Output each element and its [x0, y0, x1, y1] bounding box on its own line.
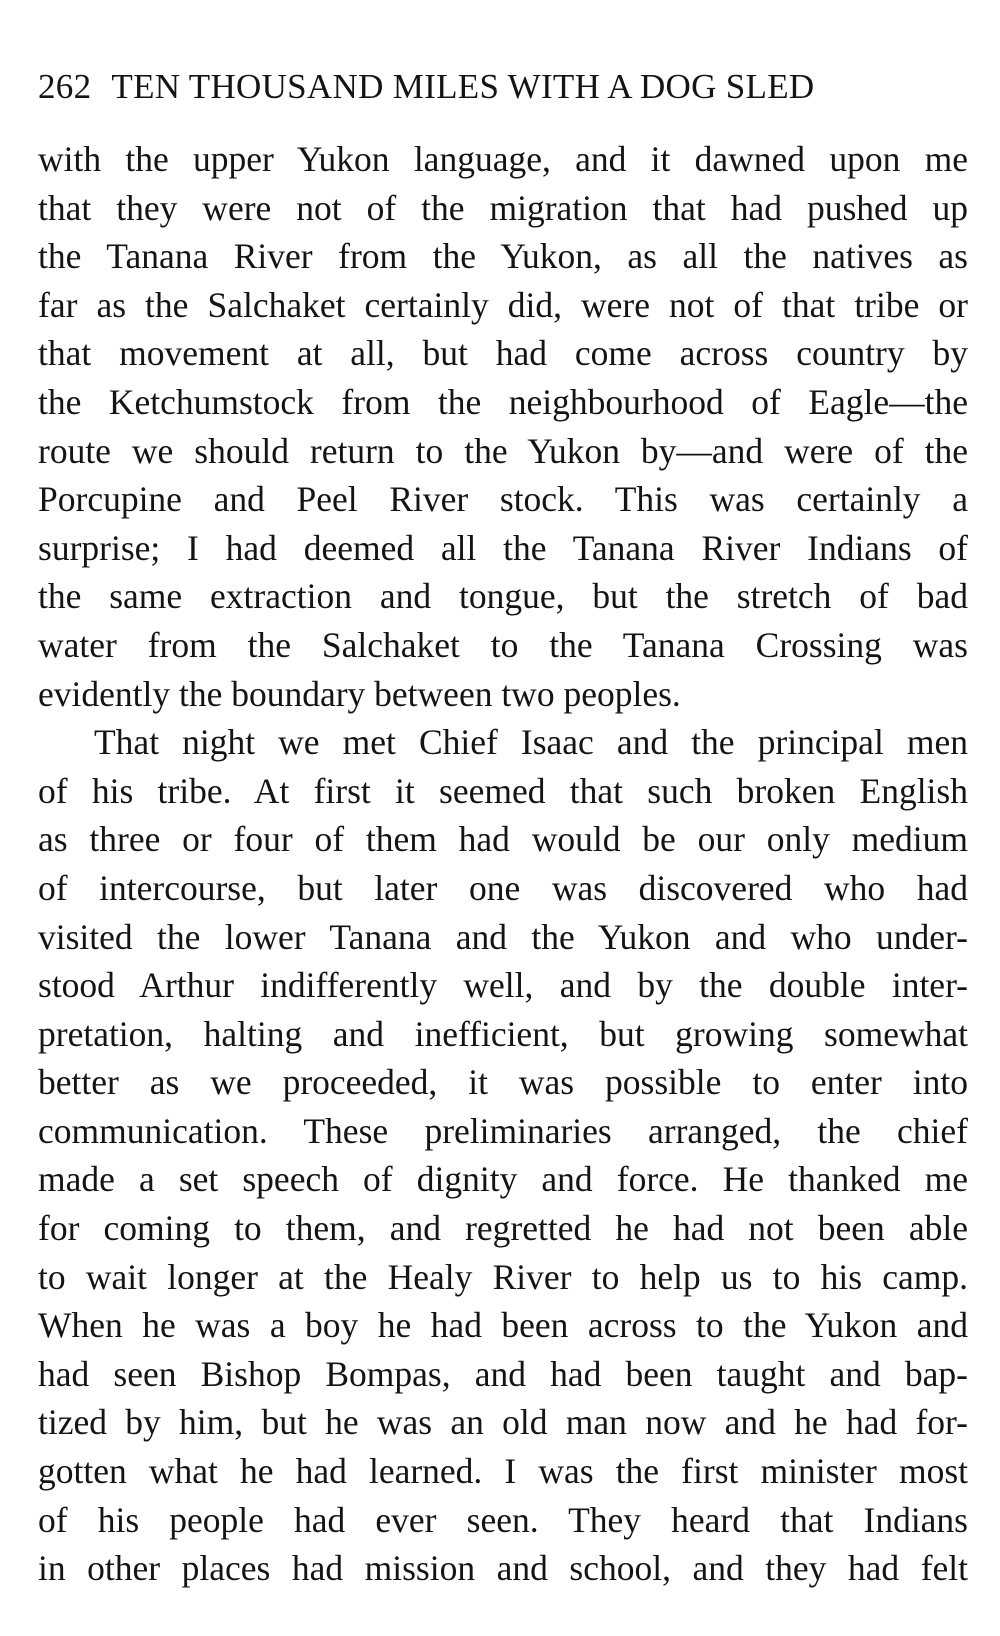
text-line: that they were not of the migration that had pushed up — [38, 187, 968, 228]
text-line: the Ketchumstock from the neighbourhood of Eagle—the — [38, 381, 968, 422]
text-line: of his tribe. At first it seemed that such broken English — [38, 770, 968, 811]
text-line: tized by him, but he was an old man now and he had for- — [38, 1402, 968, 1443]
text-line: of intercourse, but later one was discovered who had — [38, 867, 968, 908]
text-line: gotten what he had learned. I was the first minister most — [38, 1451, 968, 1492]
body-text — [38, 135, 968, 1593]
text-line: had seen Bishop Bompas, and had been taught and bap- — [38, 1353, 968, 1394]
text-line: of his people had ever seen. They heard that Indians — [38, 1499, 968, 1540]
text-line: When he was a boy he had been across to the Yukon and — [38, 1305, 968, 1346]
text-line: pretation, halting and inefficient, but growing somewhat — [38, 1013, 968, 1054]
text-line: for coming to them, and regretted he had not been able — [38, 1208, 968, 1249]
text-line: far as the Salchaket certainly did, were not of that tribe or — [38, 284, 968, 325]
text-line: better as we proceeded, it was possible to enter into — [38, 1062, 968, 1103]
text-line: communication. These preliminaries arranged, the chief — [38, 1110, 968, 1151]
running-title: TEN THOUSAND MILES WITH A DOG SLED — [111, 67, 815, 106]
paragraph-end-line: evidently the boundary between two peoples. — [38, 673, 681, 714]
text-line: surprise; I had deemed all the Tanana River Indians of — [38, 527, 968, 568]
text-line: made a set speech of dignity and force. He thanked me — [38, 1159, 968, 1200]
running-header — [38, 62, 968, 112]
text-line: the same extraction and tongue, but the stretch of bad — [38, 576, 968, 617]
page-number: 262 — [38, 67, 92, 106]
text-line: Porcupine and Peel River stock. This was certainly a — [38, 479, 968, 520]
text-line: route we should return to the Yukon by—and were of the — [38, 430, 968, 471]
text-line: that movement at all, but had come across country by — [38, 333, 968, 374]
text-line: as three or four of them had would be our only medium — [38, 819, 968, 860]
text-line: in other places had mission and school, and they had felt — [38, 1548, 968, 1589]
paragraph-start-line: That night we met Chief Isaac and the principal men — [94, 722, 968, 763]
text-line: the Tanana River from the Yukon, as all the natives as — [38, 236, 968, 277]
text-line: water from the Salchaket to the Tanana Crossing was — [38, 624, 968, 665]
text-line: stood Arthur indifferently well, and by the double inter- — [38, 965, 968, 1006]
text-line: with the upper Yukon language, and it dawned upon me — [38, 139, 968, 179]
text-line: visited the lower Tanana and the Yukon and who under- — [38, 916, 968, 957]
text-line: to wait longer at the Healy River to help us to his camp. — [38, 1256, 968, 1297]
